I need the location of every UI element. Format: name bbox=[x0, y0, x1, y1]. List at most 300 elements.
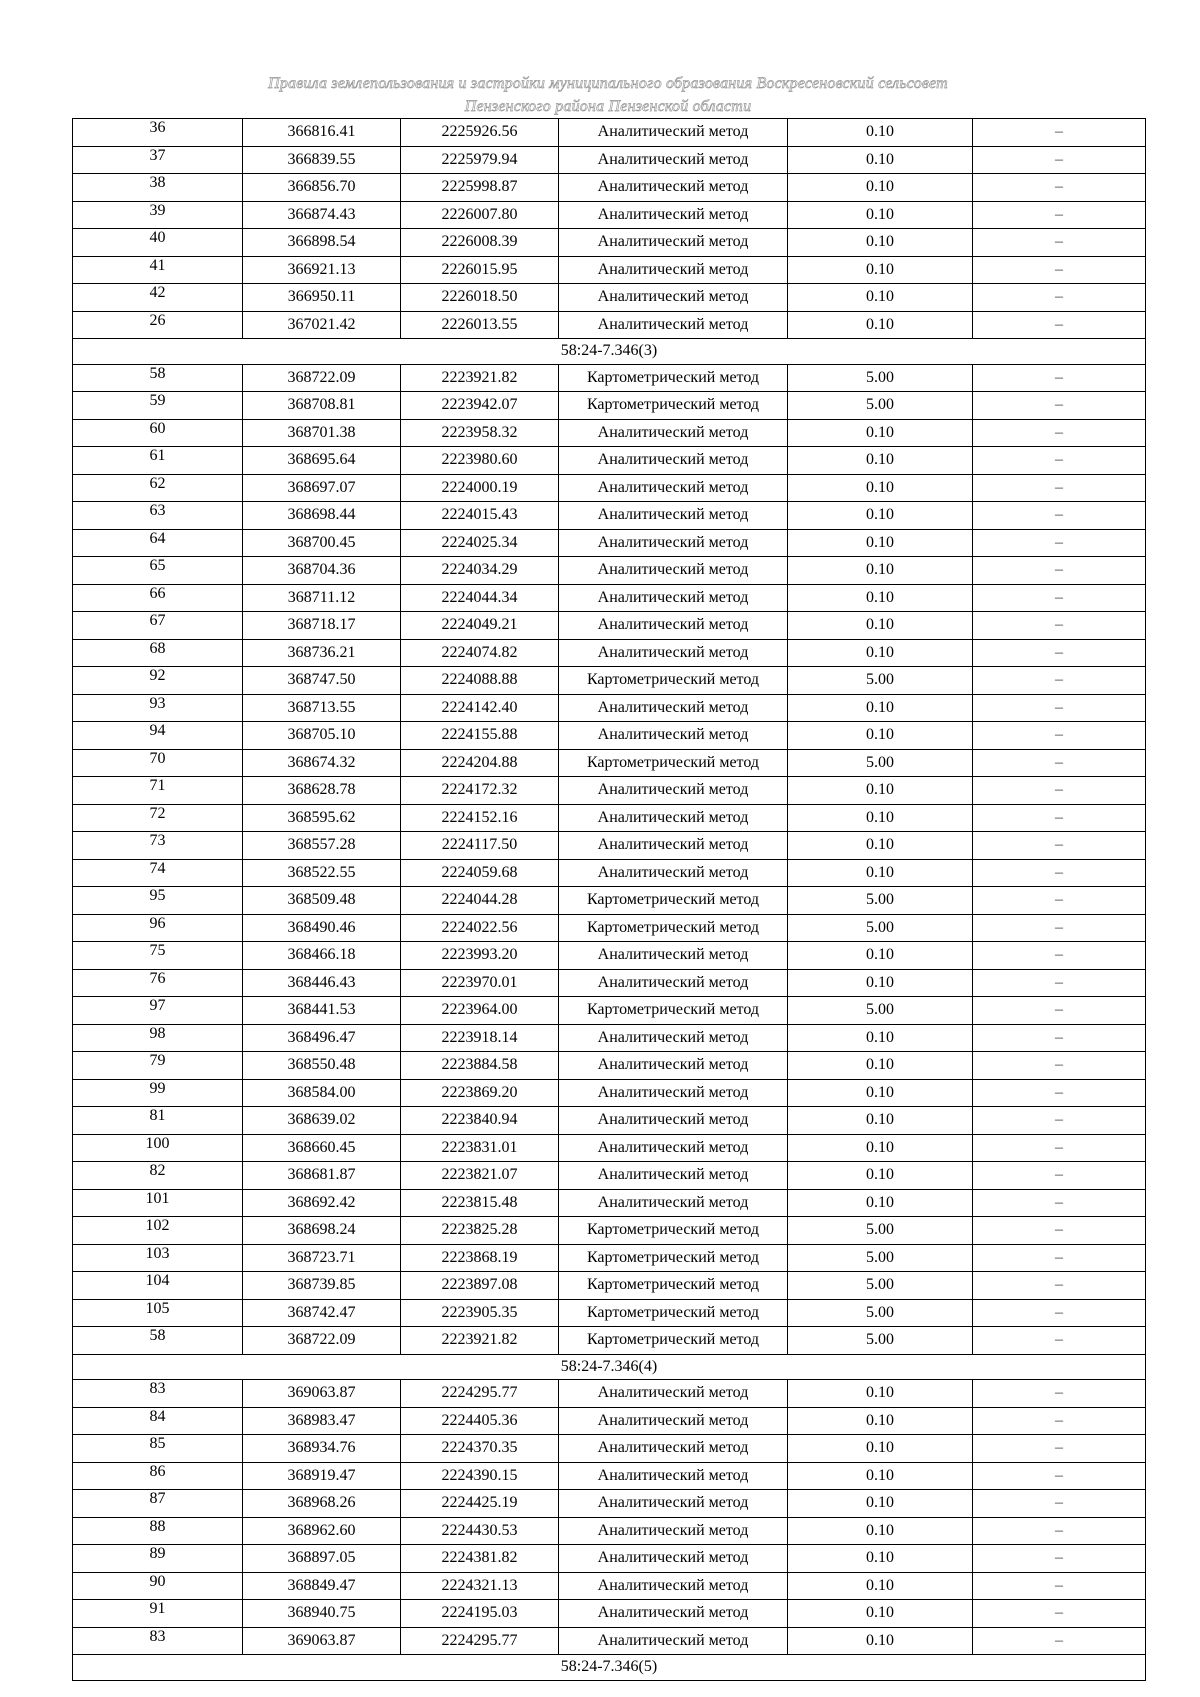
x-coordinate-cell: 368490.46 bbox=[243, 914, 401, 942]
table-row bbox=[73, 997, 1146, 1025]
method-cell: Аналитический метод bbox=[559, 529, 788, 557]
table-row bbox=[73, 201, 1146, 229]
point-number-cell: 42 bbox=[73, 284, 243, 312]
point-number-cell: 75 bbox=[73, 942, 243, 970]
note-cell: – bbox=[973, 1435, 1146, 1463]
point-number-cell: 97 bbox=[73, 997, 243, 1025]
point-number-cell: 82 bbox=[73, 1162, 243, 1190]
point-number-cell: 62 bbox=[73, 474, 243, 502]
y-coordinate-cell: 2224295.77 bbox=[401, 1627, 559, 1655]
note-cell: – bbox=[973, 1380, 1146, 1408]
accuracy-cell: 0.10 bbox=[788, 1107, 973, 1135]
point-number-cell: 87 bbox=[73, 1490, 243, 1518]
note-cell: – bbox=[973, 447, 1146, 475]
table-row bbox=[73, 1244, 1146, 1272]
method-cell: Аналитический метод bbox=[559, 804, 788, 832]
section-row bbox=[73, 339, 1146, 365]
accuracy-cell: 0.10 bbox=[788, 256, 973, 284]
point-number-cell: 83 bbox=[73, 1380, 243, 1408]
x-coordinate-cell: 368674.32 bbox=[243, 749, 401, 777]
point-number-cell: 102 bbox=[73, 1217, 243, 1245]
y-coordinate-cell: 2224000.19 bbox=[401, 474, 559, 502]
point-number-cell: 94 bbox=[73, 722, 243, 750]
table-row bbox=[73, 256, 1146, 284]
accuracy-cell: 5.00 bbox=[788, 749, 973, 777]
note-cell: – bbox=[973, 1627, 1146, 1655]
y-coordinate-cell: 2224117.50 bbox=[401, 832, 559, 860]
point-number-cell: 60 bbox=[73, 419, 243, 447]
point-number-cell: 63 bbox=[73, 502, 243, 530]
table-row bbox=[73, 887, 1146, 915]
y-coordinate-cell: 2224152.16 bbox=[401, 804, 559, 832]
table-row bbox=[73, 1079, 1146, 1107]
y-coordinate-cell: 2226013.55 bbox=[401, 311, 559, 339]
y-coordinate-cell: 2224172.32 bbox=[401, 777, 559, 805]
note-cell: – bbox=[973, 529, 1146, 557]
note-cell: – bbox=[973, 474, 1146, 502]
note-cell: – bbox=[973, 1079, 1146, 1107]
point-number-cell: 72 bbox=[73, 804, 243, 832]
x-coordinate-cell: 368723.71 bbox=[243, 1244, 401, 1272]
table-row bbox=[73, 612, 1146, 640]
point-number-cell: 59 bbox=[73, 392, 243, 420]
x-coordinate-cell: 368584.00 bbox=[243, 1079, 401, 1107]
y-coordinate-cell: 2223921.82 bbox=[401, 1327, 559, 1355]
x-coordinate-cell: 368919.47 bbox=[243, 1462, 401, 1490]
x-coordinate-cell: 366950.11 bbox=[243, 284, 401, 312]
y-coordinate-cell: 2223918.14 bbox=[401, 1024, 559, 1052]
accuracy-cell: 0.10 bbox=[788, 447, 973, 475]
accuracy-cell: 5.00 bbox=[788, 1244, 973, 1272]
accuracy-cell: 0.10 bbox=[788, 119, 973, 147]
table-row bbox=[73, 1545, 1146, 1573]
x-coordinate-cell: 368700.45 bbox=[243, 529, 401, 557]
method-cell: Картометрический метод bbox=[559, 1217, 788, 1245]
accuracy-cell: 0.10 bbox=[788, 1189, 973, 1217]
table-row bbox=[73, 694, 1146, 722]
method-cell: Аналитический метод bbox=[559, 311, 788, 339]
y-coordinate-cell: 2224370.35 bbox=[401, 1435, 559, 1463]
method-cell: Аналитический метод bbox=[559, 1189, 788, 1217]
note-cell: – bbox=[973, 804, 1146, 832]
accuracy-cell: 0.10 bbox=[788, 1380, 973, 1408]
note-cell: – bbox=[973, 364, 1146, 392]
table-row bbox=[73, 529, 1146, 557]
x-coordinate-cell: 368466.18 bbox=[243, 942, 401, 970]
point-number-cell: 79 bbox=[73, 1052, 243, 1080]
x-coordinate-cell: 366856.70 bbox=[243, 174, 401, 202]
x-coordinate-cell: 366874.43 bbox=[243, 201, 401, 229]
y-coordinate-cell: 2223831.01 bbox=[401, 1134, 559, 1162]
method-cell: Картометрический метод bbox=[559, 364, 788, 392]
table-row bbox=[73, 364, 1146, 392]
point-number-cell: 90 bbox=[73, 1572, 243, 1600]
method-cell: Аналитический метод bbox=[559, 1024, 788, 1052]
accuracy-cell: 0.10 bbox=[788, 557, 973, 585]
note-cell: – bbox=[973, 969, 1146, 997]
note-cell: – bbox=[973, 942, 1146, 970]
accuracy-cell: 5.00 bbox=[788, 997, 973, 1025]
x-coordinate-cell: 368705.10 bbox=[243, 722, 401, 750]
method-cell: Картометрический метод bbox=[559, 392, 788, 420]
accuracy-cell: 0.10 bbox=[788, 201, 973, 229]
parcel-number-cell: 58:24-7.346(3) bbox=[73, 339, 1146, 365]
table-row bbox=[73, 174, 1146, 202]
method-cell: Картометрический метод bbox=[559, 1299, 788, 1327]
method-cell: Аналитический метод bbox=[559, 1079, 788, 1107]
accuracy-cell: 0.10 bbox=[788, 1407, 973, 1435]
point-number-cell: 76 bbox=[73, 969, 243, 997]
table-row bbox=[73, 1134, 1146, 1162]
x-coordinate-cell: 367021.42 bbox=[243, 311, 401, 339]
table-row bbox=[73, 311, 1146, 339]
method-cell: Аналитический метод bbox=[559, 201, 788, 229]
table-row bbox=[73, 1517, 1146, 1545]
accuracy-cell: 0.10 bbox=[788, 942, 973, 970]
point-number-cell: 66 bbox=[73, 584, 243, 612]
accuracy-cell: 0.10 bbox=[788, 1162, 973, 1190]
x-coordinate-cell: 368698.44 bbox=[243, 502, 401, 530]
y-coordinate-cell: 2224088.88 bbox=[401, 667, 559, 695]
table-row bbox=[73, 146, 1146, 174]
y-coordinate-cell: 2226007.80 bbox=[401, 201, 559, 229]
table-row bbox=[73, 392, 1146, 420]
point-number-cell: 41 bbox=[73, 256, 243, 284]
table-row bbox=[73, 1107, 1146, 1135]
point-number-cell: 70 bbox=[73, 749, 243, 777]
method-cell: Аналитический метод bbox=[559, 474, 788, 502]
x-coordinate-cell: 366839.55 bbox=[243, 146, 401, 174]
method-cell: Аналитический метод bbox=[559, 1490, 788, 1518]
parcel-number-cell: 58:24-7.346(4) bbox=[73, 1354, 1146, 1380]
note-cell: – bbox=[973, 502, 1146, 530]
y-coordinate-cell: 2223869.20 bbox=[401, 1079, 559, 1107]
accuracy-cell: 0.10 bbox=[788, 1627, 973, 1655]
y-coordinate-cell: 2226015.95 bbox=[401, 256, 559, 284]
accuracy-cell: 0.10 bbox=[788, 146, 973, 174]
point-number-cell: 61 bbox=[73, 447, 243, 475]
point-number-cell: 81 bbox=[73, 1107, 243, 1135]
point-number-cell: 88 bbox=[73, 1517, 243, 1545]
accuracy-cell: 0.10 bbox=[788, 1462, 973, 1490]
x-coordinate-cell: 368962.60 bbox=[243, 1517, 401, 1545]
point-number-cell: 37 bbox=[73, 146, 243, 174]
note-cell: – bbox=[973, 777, 1146, 805]
accuracy-cell: 5.00 bbox=[788, 1272, 973, 1300]
method-cell: Картометрический метод bbox=[559, 667, 788, 695]
method-cell: Аналитический метод bbox=[559, 502, 788, 530]
accuracy-cell: 0.10 bbox=[788, 529, 973, 557]
x-coordinate-cell: 368681.87 bbox=[243, 1162, 401, 1190]
point-number-cell: 98 bbox=[73, 1024, 243, 1052]
note-cell: – bbox=[973, 1327, 1146, 1355]
table-row bbox=[73, 859, 1146, 887]
method-cell: Аналитический метод bbox=[559, 612, 788, 640]
method-cell: Аналитический метод bbox=[559, 584, 788, 612]
table-row bbox=[73, 969, 1146, 997]
note-cell: – bbox=[973, 887, 1146, 915]
x-coordinate-cell: 368701.38 bbox=[243, 419, 401, 447]
y-coordinate-cell: 2223958.32 bbox=[401, 419, 559, 447]
point-number-cell: 71 bbox=[73, 777, 243, 805]
accuracy-cell: 5.00 bbox=[788, 667, 973, 695]
note-cell: – bbox=[973, 584, 1146, 612]
accuracy-cell: 5.00 bbox=[788, 1327, 973, 1355]
y-coordinate-cell: 2224074.82 bbox=[401, 639, 559, 667]
method-cell: Картометрический метод bbox=[559, 1327, 788, 1355]
x-coordinate-cell: 368522.55 bbox=[243, 859, 401, 887]
method-cell: Аналитический метод bbox=[559, 1572, 788, 1600]
table-row bbox=[73, 1462, 1146, 1490]
accuracy-cell: 5.00 bbox=[788, 1217, 973, 1245]
x-coordinate-cell: 368695.64 bbox=[243, 447, 401, 475]
table-row bbox=[73, 639, 1146, 667]
section-row bbox=[73, 1354, 1146, 1380]
point-number-cell: 99 bbox=[73, 1079, 243, 1107]
x-coordinate-cell: 368708.81 bbox=[243, 392, 401, 420]
y-coordinate-cell: 2223884.58 bbox=[401, 1052, 559, 1080]
x-coordinate-cell: 368692.42 bbox=[243, 1189, 401, 1217]
accuracy-cell: 0.10 bbox=[788, 1600, 973, 1628]
table-row bbox=[73, 722, 1146, 750]
x-coordinate-cell: 368722.09 bbox=[243, 1327, 401, 1355]
document-running-header bbox=[72, 72, 1144, 118]
table-row bbox=[73, 749, 1146, 777]
accuracy-cell: 0.10 bbox=[788, 694, 973, 722]
note-cell: – bbox=[973, 1272, 1146, 1300]
y-coordinate-cell: 2224430.53 bbox=[401, 1517, 559, 1545]
table-row bbox=[73, 942, 1146, 970]
method-cell: Аналитический метод bbox=[559, 146, 788, 174]
x-coordinate-cell: 368441.53 bbox=[243, 997, 401, 1025]
y-coordinate-cell: 2224034.29 bbox=[401, 557, 559, 585]
y-coordinate-cell: 2223964.00 bbox=[401, 997, 559, 1025]
table-row bbox=[73, 667, 1146, 695]
point-number-cell: 39 bbox=[73, 201, 243, 229]
y-coordinate-cell: 2224059.68 bbox=[401, 859, 559, 887]
x-coordinate-cell: 368639.02 bbox=[243, 1107, 401, 1135]
y-coordinate-cell: 2226018.50 bbox=[401, 284, 559, 312]
y-coordinate-cell: 2224390.15 bbox=[401, 1462, 559, 1490]
note-cell: – bbox=[973, 694, 1146, 722]
table-row bbox=[73, 284, 1146, 312]
method-cell: Аналитический метод bbox=[559, 1545, 788, 1573]
note-cell: – bbox=[973, 1244, 1146, 1272]
method-cell: Аналитический метод bbox=[559, 1517, 788, 1545]
y-coordinate-cell: 2224405.36 bbox=[401, 1407, 559, 1435]
x-coordinate-cell: 368713.55 bbox=[243, 694, 401, 722]
x-coordinate-cell: 366921.13 bbox=[243, 256, 401, 284]
table-row bbox=[73, 474, 1146, 502]
table-row bbox=[73, 1299, 1146, 1327]
method-cell: Аналитический метод bbox=[559, 1407, 788, 1435]
note-cell: – bbox=[973, 1490, 1146, 1518]
accuracy-cell: 0.10 bbox=[788, 1052, 973, 1080]
x-coordinate-cell: 368739.85 bbox=[243, 1272, 401, 1300]
method-cell: Картометрический метод bbox=[559, 914, 788, 942]
x-coordinate-cell: 368704.36 bbox=[243, 557, 401, 585]
table-row bbox=[73, 1380, 1146, 1408]
x-coordinate-cell: 368742.47 bbox=[243, 1299, 401, 1327]
method-cell: Аналитический метод bbox=[559, 1380, 788, 1408]
x-coordinate-cell: 368736.21 bbox=[243, 639, 401, 667]
point-number-cell: 92 bbox=[73, 667, 243, 695]
y-coordinate-cell: 2223921.82 bbox=[401, 364, 559, 392]
point-number-cell: 74 bbox=[73, 859, 243, 887]
method-cell: Аналитический метод bbox=[559, 174, 788, 202]
note-cell: – bbox=[973, 311, 1146, 339]
accuracy-cell: 5.00 bbox=[788, 914, 973, 942]
y-coordinate-cell: 2223905.35 bbox=[401, 1299, 559, 1327]
table-row bbox=[73, 914, 1146, 942]
y-coordinate-cell: 2223821.07 bbox=[401, 1162, 559, 1190]
accuracy-cell: 0.10 bbox=[788, 174, 973, 202]
y-coordinate-cell: 2224195.03 bbox=[401, 1600, 559, 1628]
x-coordinate-cell: 368940.75 bbox=[243, 1600, 401, 1628]
note-cell: – bbox=[973, 722, 1146, 750]
method-cell: Аналитический метод bbox=[559, 256, 788, 284]
note-cell: – bbox=[973, 1545, 1146, 1573]
y-coordinate-cell: 2224321.13 bbox=[401, 1572, 559, 1600]
table-row bbox=[73, 1627, 1146, 1655]
note-cell: – bbox=[973, 1517, 1146, 1545]
table-row bbox=[73, 1272, 1146, 1300]
note-cell: – bbox=[973, 612, 1146, 640]
note-cell: – bbox=[973, 997, 1146, 1025]
table-row bbox=[73, 119, 1146, 147]
accuracy-cell: 0.10 bbox=[788, 804, 973, 832]
method-cell: Картометрический метод bbox=[559, 997, 788, 1025]
method-cell: Аналитический метод bbox=[559, 777, 788, 805]
note-cell: – bbox=[973, 284, 1146, 312]
table-row bbox=[73, 1189, 1146, 1217]
note-cell: – bbox=[973, 419, 1146, 447]
y-coordinate-cell: 2223993.20 bbox=[401, 942, 559, 970]
note-cell: – bbox=[973, 667, 1146, 695]
table-row bbox=[73, 1572, 1146, 1600]
point-number-cell: 103 bbox=[73, 1244, 243, 1272]
note-cell: – bbox=[973, 1217, 1146, 1245]
table-row bbox=[73, 557, 1146, 585]
method-cell: Аналитический метод bbox=[559, 1052, 788, 1080]
table-row bbox=[73, 1024, 1146, 1052]
method-cell: Аналитический метод bbox=[559, 639, 788, 667]
accuracy-cell: 0.10 bbox=[788, 1435, 973, 1463]
accuracy-cell: 0.10 bbox=[788, 311, 973, 339]
table-row bbox=[73, 502, 1146, 530]
note-cell: – bbox=[973, 392, 1146, 420]
y-coordinate-cell: 2224381.82 bbox=[401, 1545, 559, 1573]
accuracy-cell: 5.00 bbox=[788, 364, 973, 392]
y-coordinate-cell: 2225926.56 bbox=[401, 119, 559, 147]
accuracy-cell: 0.10 bbox=[788, 419, 973, 447]
point-number-cell: 40 bbox=[73, 229, 243, 257]
note-cell: – bbox=[973, 1134, 1146, 1162]
y-coordinate-cell: 2224142.40 bbox=[401, 694, 559, 722]
accuracy-cell: 0.10 bbox=[788, 859, 973, 887]
x-coordinate-cell: 368660.45 bbox=[243, 1134, 401, 1162]
note-cell: – bbox=[973, 1189, 1146, 1217]
y-coordinate-cell: 2224015.43 bbox=[401, 502, 559, 530]
accuracy-cell: 0.10 bbox=[788, 502, 973, 530]
point-number-cell: 100 bbox=[73, 1134, 243, 1162]
y-coordinate-cell: 2223942.07 bbox=[401, 392, 559, 420]
point-number-cell: 85 bbox=[73, 1435, 243, 1463]
note-cell: – bbox=[973, 749, 1146, 777]
y-coordinate-cell: 2223980.60 bbox=[401, 447, 559, 475]
parcel-number-cell: 58:24-7.346(5) bbox=[73, 1655, 1146, 1681]
point-number-cell: 96 bbox=[73, 914, 243, 942]
note-cell: – bbox=[973, 119, 1146, 147]
y-coordinate-cell: 2224044.28 bbox=[401, 887, 559, 915]
coordinates-table bbox=[72, 118, 1146, 1681]
point-number-cell: 91 bbox=[73, 1600, 243, 1628]
note-cell: – bbox=[973, 229, 1146, 257]
accuracy-cell: 0.10 bbox=[788, 1024, 973, 1052]
point-number-cell: 58 bbox=[73, 364, 243, 392]
note-cell: – bbox=[973, 201, 1146, 229]
y-coordinate-cell: 2223815.48 bbox=[401, 1189, 559, 1217]
note-cell: – bbox=[973, 1299, 1146, 1327]
x-coordinate-cell: 366816.41 bbox=[243, 119, 401, 147]
method-cell: Аналитический метод bbox=[559, 1462, 788, 1490]
x-coordinate-cell: 368747.50 bbox=[243, 667, 401, 695]
accuracy-cell: 0.10 bbox=[788, 284, 973, 312]
accuracy-cell: 0.10 bbox=[788, 1490, 973, 1518]
note-cell: – bbox=[973, 639, 1146, 667]
point-number-cell: 26 bbox=[73, 311, 243, 339]
table-row bbox=[73, 419, 1146, 447]
y-coordinate-cell: 2223868.19 bbox=[401, 1244, 559, 1272]
table-row bbox=[73, 777, 1146, 805]
section-row bbox=[73, 1655, 1146, 1681]
note-cell: – bbox=[973, 832, 1146, 860]
note-cell: – bbox=[973, 256, 1146, 284]
note-cell: – bbox=[973, 1107, 1146, 1135]
point-number-cell: 67 bbox=[73, 612, 243, 640]
method-cell: Аналитический метод bbox=[559, 942, 788, 970]
method-cell: Аналитический метод bbox=[559, 557, 788, 585]
header-line-1: Правила землепользования и застройки муниципального образования Воскресеновский сельсовет bbox=[268, 75, 948, 92]
table-row bbox=[73, 1162, 1146, 1190]
method-cell: Аналитический метод bbox=[559, 1162, 788, 1190]
y-coordinate-cell: 2224295.77 bbox=[401, 1380, 559, 1408]
point-number-cell: 36 bbox=[73, 119, 243, 147]
accuracy-cell: 0.10 bbox=[788, 1134, 973, 1162]
point-number-cell: 101 bbox=[73, 1189, 243, 1217]
note-cell: – bbox=[973, 557, 1146, 585]
method-cell: Аналитический метод bbox=[559, 694, 788, 722]
method-cell: Аналитический метод bbox=[559, 1134, 788, 1162]
note-cell: – bbox=[973, 1024, 1146, 1052]
point-number-cell: 68 bbox=[73, 639, 243, 667]
table-row bbox=[73, 584, 1146, 612]
table-row bbox=[73, 1435, 1146, 1463]
point-number-cell: 104 bbox=[73, 1272, 243, 1300]
method-cell: Аналитический метод bbox=[559, 447, 788, 475]
table-row bbox=[73, 1407, 1146, 1435]
y-coordinate-cell: 2223840.94 bbox=[401, 1107, 559, 1135]
point-number-cell: 89 bbox=[73, 1545, 243, 1573]
x-coordinate-cell: 368697.07 bbox=[243, 474, 401, 502]
accuracy-cell: 0.10 bbox=[788, 832, 973, 860]
accuracy-cell: 5.00 bbox=[788, 887, 973, 915]
x-coordinate-cell: 368550.48 bbox=[243, 1052, 401, 1080]
accuracy-cell: 0.10 bbox=[788, 612, 973, 640]
method-cell: Картометрический метод bbox=[559, 887, 788, 915]
y-coordinate-cell: 2225979.94 bbox=[401, 146, 559, 174]
y-coordinate-cell: 2225998.87 bbox=[401, 174, 559, 202]
